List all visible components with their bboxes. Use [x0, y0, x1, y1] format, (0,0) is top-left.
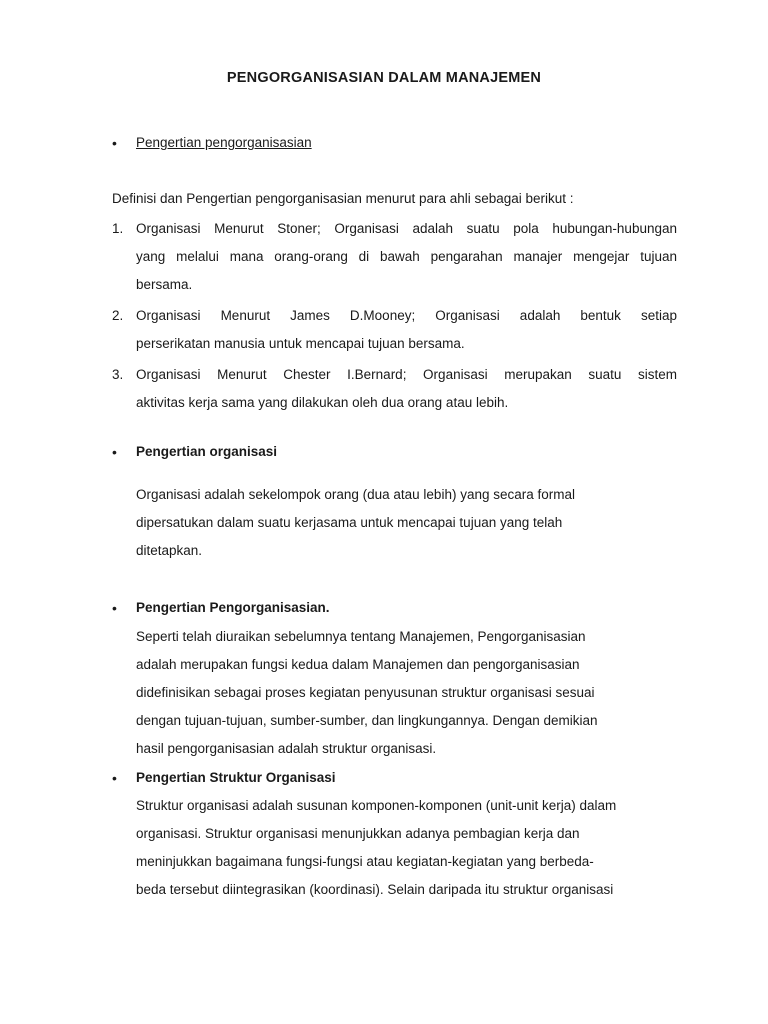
- bullet-icon: •: [112, 135, 117, 151]
- list-number: 3.: [112, 367, 124, 382]
- section-heading-pengorganisasian: Pengertian pengorganisasian: [136, 135, 312, 150]
- section-heading-organisasi: Pengertian organisasi: [136, 444, 278, 459]
- paragraph-line: Organisasi adalah sekelompok orang (dua atau lebih) yang secara formal: [136, 487, 576, 502]
- intro-text: Definisi dan Pengertian pengorganisasian menurut para ahli sebagai berikut :: [112, 191, 574, 206]
- list-item-line: aktivitas kerja sama yang dilakukan oleh dua orang atau lebih.: [136, 395, 509, 410]
- paragraph-line: organisasi. Struktur organisasi menunjukkan adanya pembagian kerja dan: [136, 826, 580, 841]
- bullet-icon: •: [112, 444, 117, 460]
- paragraph-line: Struktur organisasi adalah susunan komponen-komponen (unit-unit kerja) dalam: [136, 798, 617, 813]
- list-item-line: Organisasi Menurut Stoner; Organisasi adalah suatu pola hubungan-hubungan: [136, 221, 677, 236]
- list-number: 1.: [112, 221, 124, 236]
- paragraph-line: beda tersebut diintegrasikan (koordinasi). Selain daripada itu struktur organisasi: [136, 882, 614, 897]
- list-item-line: Organisasi Menurut James D.Mooney; Organisasi adalah bentuk setiap: [136, 308, 677, 323]
- list-number: 2.: [112, 308, 124, 323]
- list-item-line: perserikatan manusia untuk mencapai tujuan bersama.: [136, 336, 465, 351]
- paragraph-line: Seperti telah diuraikan sebelumnya tentang Manajemen, Pengorganisasian: [136, 629, 586, 644]
- bullet-icon: •: [112, 600, 117, 616]
- paragraph-line: ditetapkan.: [136, 543, 203, 558]
- paragraph-line: adalah merupakan fungsi kedua dalam Manajemen dan pengorganisasian: [136, 657, 580, 672]
- paragraph-line: dengan tujuan-tujuan, sumber-sumber, dan lingkungannya. Dengan demikian: [136, 713, 598, 728]
- paragraph-line: dipersatukan dalam suatu kerjasama untuk mencapai tujuan yang telah: [136, 515, 563, 530]
- paragraph-line: meninjukkan bagaimana fungsi-fungsi atau kegiatan-kegiatan yang berbeda-: [136, 854, 594, 869]
- bullet-icon: •: [112, 770, 117, 786]
- list-item-line: yang melalui mana orang-orang di bawah pengarahan manajer mengejar tujuan: [136, 249, 677, 264]
- paragraph-line: didefinisikan sebagai proses kegiatan penyusunan struktur organisasi sesuai: [136, 685, 595, 700]
- section-heading-pengorganisasian-2: Pengertian Pengorganisasian.: [136, 600, 330, 615]
- paragraph-line: hasil pengorganisasian adalah struktur organisasi.: [136, 741, 437, 756]
- section-heading-struktur: Pengertian Struktur Organisasi: [136, 770, 336, 785]
- list-item-line: bersama.: [136, 277, 193, 292]
- list-item-line: Organisasi Menurut Chester I.Bernard; Organisasi merupakan suatu sistem: [136, 367, 677, 382]
- document-title: PENGORGANISASIAN DALAM MANAJEMEN: [226, 70, 542, 86]
